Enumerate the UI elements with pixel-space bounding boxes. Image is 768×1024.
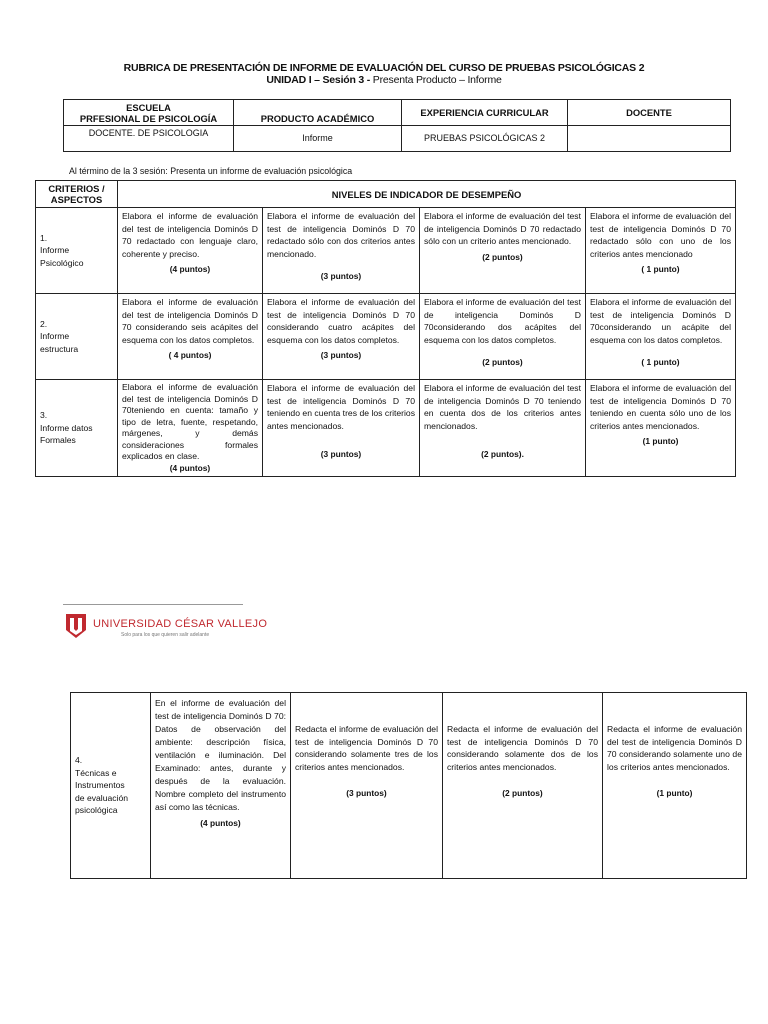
level-text: Redacta el informe de evaluación del test de inteligencia Dominós D 70 considerando solamente tres de los criterios antes mencionados. (295, 724, 438, 772)
level-points: ( 1 punto) (641, 357, 680, 367)
subtitle-product: Presenta Producto – Informe (370, 74, 502, 86)
level-points: (3 puntos) (320, 449, 362, 459)
rubric-row (36, 294, 736, 380)
level-cell (118, 294, 263, 380)
info-value-experience: PRUEBAS PSICOLÓGICAS 2 (402, 126, 568, 152)
criterion-cell (36, 380, 118, 477)
level-text: Elabora el informe de evaluación del test de inteligencia Dominós D 70 teniendo en cuenta sólo uno de los criterios antes mencionados. (590, 383, 731, 431)
level-text: Elabora el informe de evaluación del test de inteligencia Dominós D 70considerando un acápite del esquema con los datos completos. (590, 297, 731, 345)
level-points: (1 punto) (642, 436, 679, 446)
level-cell (420, 208, 586, 294)
level-text: Elabora el informe de evaluación del test de inteligencia Dominós D 70 redactado sólo con uno de los criterios antes mencionado (590, 211, 731, 259)
info-header-school: ESCUELA PRFESIONAL DE PSICOLOGÍA (64, 100, 234, 126)
level-cell (586, 380, 736, 477)
rubric-row (71, 693, 747, 879)
level-text: Elabora el informe de evaluación del test de inteligencia Dominós D 70 teniendo en cuenta tres de los criterios antes mencionados. (267, 383, 415, 431)
document-subtitle (0, 74, 768, 86)
criterion-number: 3. (40, 410, 48, 421)
criterion-name: Informe datos Formales (40, 422, 93, 446)
level-text: Elabora el informe de evaluación del test de inteligencia Dominós D 70considerando dos acápites del esquema con los datos completos. (424, 297, 581, 345)
level-points: (4 puntos) (169, 462, 211, 473)
level-points: ( 1 punto) (641, 264, 680, 274)
info-table (63, 99, 731, 152)
level-cell (420, 294, 586, 380)
info-value-teacher (568, 126, 731, 152)
info-value-school: DOCENTE. DE PSICOLOGIA (64, 126, 234, 152)
info-value-product: Informe (234, 126, 402, 152)
level-cell (118, 208, 263, 294)
criterion-cell (36, 294, 118, 380)
level-cell (586, 208, 736, 294)
criteria-header: CRITERIOS / ASPECTOS (36, 181, 118, 208)
subtitle-unit: UNIDAD I – Sesión 3 - (266, 74, 371, 86)
level-points: (2 puntos) (502, 788, 543, 798)
level-text: Elabora el informe de evaluación del test de inteligencia Dominós D 70 redactado con lenguaje claro, coherente y preciso. (122, 211, 258, 259)
level-cell (586, 294, 736, 380)
level-text: Elabora el informe de evaluación del test de inteligencia Dominós D 70 considerando cuatro acápites del esquema con los datos completos. (267, 297, 415, 345)
level-text: Redacta el informe de evaluación del test de inteligencia Dominós D 70 considerando solamente dos de los criterios antes mencionados. (447, 724, 598, 772)
level-cell (291, 693, 443, 879)
intro-text: Al término de la 3 sesión: Presenta un informe de evaluación psicológica (69, 166, 353, 176)
shield-icon (66, 614, 86, 638)
level-cell (263, 380, 420, 477)
level-points: (2 puntos). (481, 449, 524, 459)
level-text: Elabora el informe de evaluación del test de inteligencia Dominós D 70 considerando seis acápites del esquema con los datos completos. (122, 297, 258, 345)
info-header-experience: EXPERIENCIA CURRICULAR (402, 100, 568, 126)
criterion-name: Técnicas e Instrumentos de evaluación psicológica (75, 767, 129, 816)
criterion-cell (36, 208, 118, 294)
levels-header: NIVELES DE INDICADOR DE DESEMPEÑO (118, 181, 736, 208)
level-text: Elabora el informe de evaluación del test de inteligencia Dominós D 70teniendo en cuenta: tamaño y tipo de letra, fuente, respetando, márgenes, y demás consideraciones formales explicados en clase. (122, 382, 258, 461)
level-cell (118, 380, 263, 477)
level-cell (263, 208, 420, 294)
level-cell (603, 693, 747, 879)
criterion-name: Informe Psicológico (40, 245, 84, 268)
level-points: ( 4 puntos) (168, 350, 212, 360)
level-text: Redacta el informe de evaluación del test de inteligencia Dominós D 70 considerando solamente uno de los criterios antes mencionados. (607, 724, 742, 772)
rubric-table (35, 180, 736, 477)
level-cell (420, 380, 586, 477)
info-header-teacher: DOCENTE (568, 100, 731, 126)
level-points: (2 puntos) (482, 357, 523, 367)
level-points: (4 puntos) (200, 818, 241, 828)
rubric-row (36, 380, 736, 477)
level-points: (3 puntos) (346, 788, 387, 798)
criterion-number: 2. (40, 318, 48, 329)
document-title: RUBRICA DE PRESENTACIÓN DE INFORME DE EVALUACIÓN DEL CURSO DE PRUEBAS PSICOLÓGICAS 2 (123, 62, 645, 74)
level-text: Elabora el informe de evaluación del test de inteligencia Dominós D 70 teniendo en cuenta dos de los criterios antes mencionados. (424, 383, 581, 431)
criterion-cell (71, 693, 151, 879)
rubric-table-continued (70, 692, 747, 879)
level-points: (2 puntos) (482, 251, 523, 262)
info-header-product: PRODUCTO ACADÉMICO (234, 100, 402, 126)
university-logo (63, 604, 268, 644)
level-points: (3 puntos) (320, 271, 362, 281)
level-points: (4 puntos) (169, 264, 211, 274)
rubric-row (36, 208, 736, 294)
level-cell (151, 693, 291, 879)
university-name: UNIVERSIDAD CÉSAR VALLEJO (93, 618, 268, 630)
level-cell (443, 693, 603, 879)
level-text: Elabora el informe de evaluación del test de inteligencia Dominós D 70 redactado sólo con dos criterios antes mencionado. (267, 211, 415, 259)
level-points: (3 puntos) (320, 350, 362, 360)
level-text: Elabora el informe de evaluación del test de inteligencia Dominós D 70 redactado sólo con un criterio antes mencionado. (424, 211, 581, 246)
criterion-number: 4. (75, 755, 83, 766)
level-points: (1 punto) (656, 788, 693, 798)
level-cell (263, 294, 420, 380)
level-text: En el informe de evaluación del test de inteligencia Dominós D 70: Datos de observación del ambiente: descripción física, ventilación e iluminación. Del Examinado: antes, durante y después de la evaluación. Nombre completo del instrumento así como las técnicas. (155, 698, 286, 812)
criterion-number: 1. (40, 232, 48, 243)
criterion-name: Informe estructura (40, 331, 79, 354)
university-slogan: Solo para los que quieren salir adelante (121, 632, 210, 638)
